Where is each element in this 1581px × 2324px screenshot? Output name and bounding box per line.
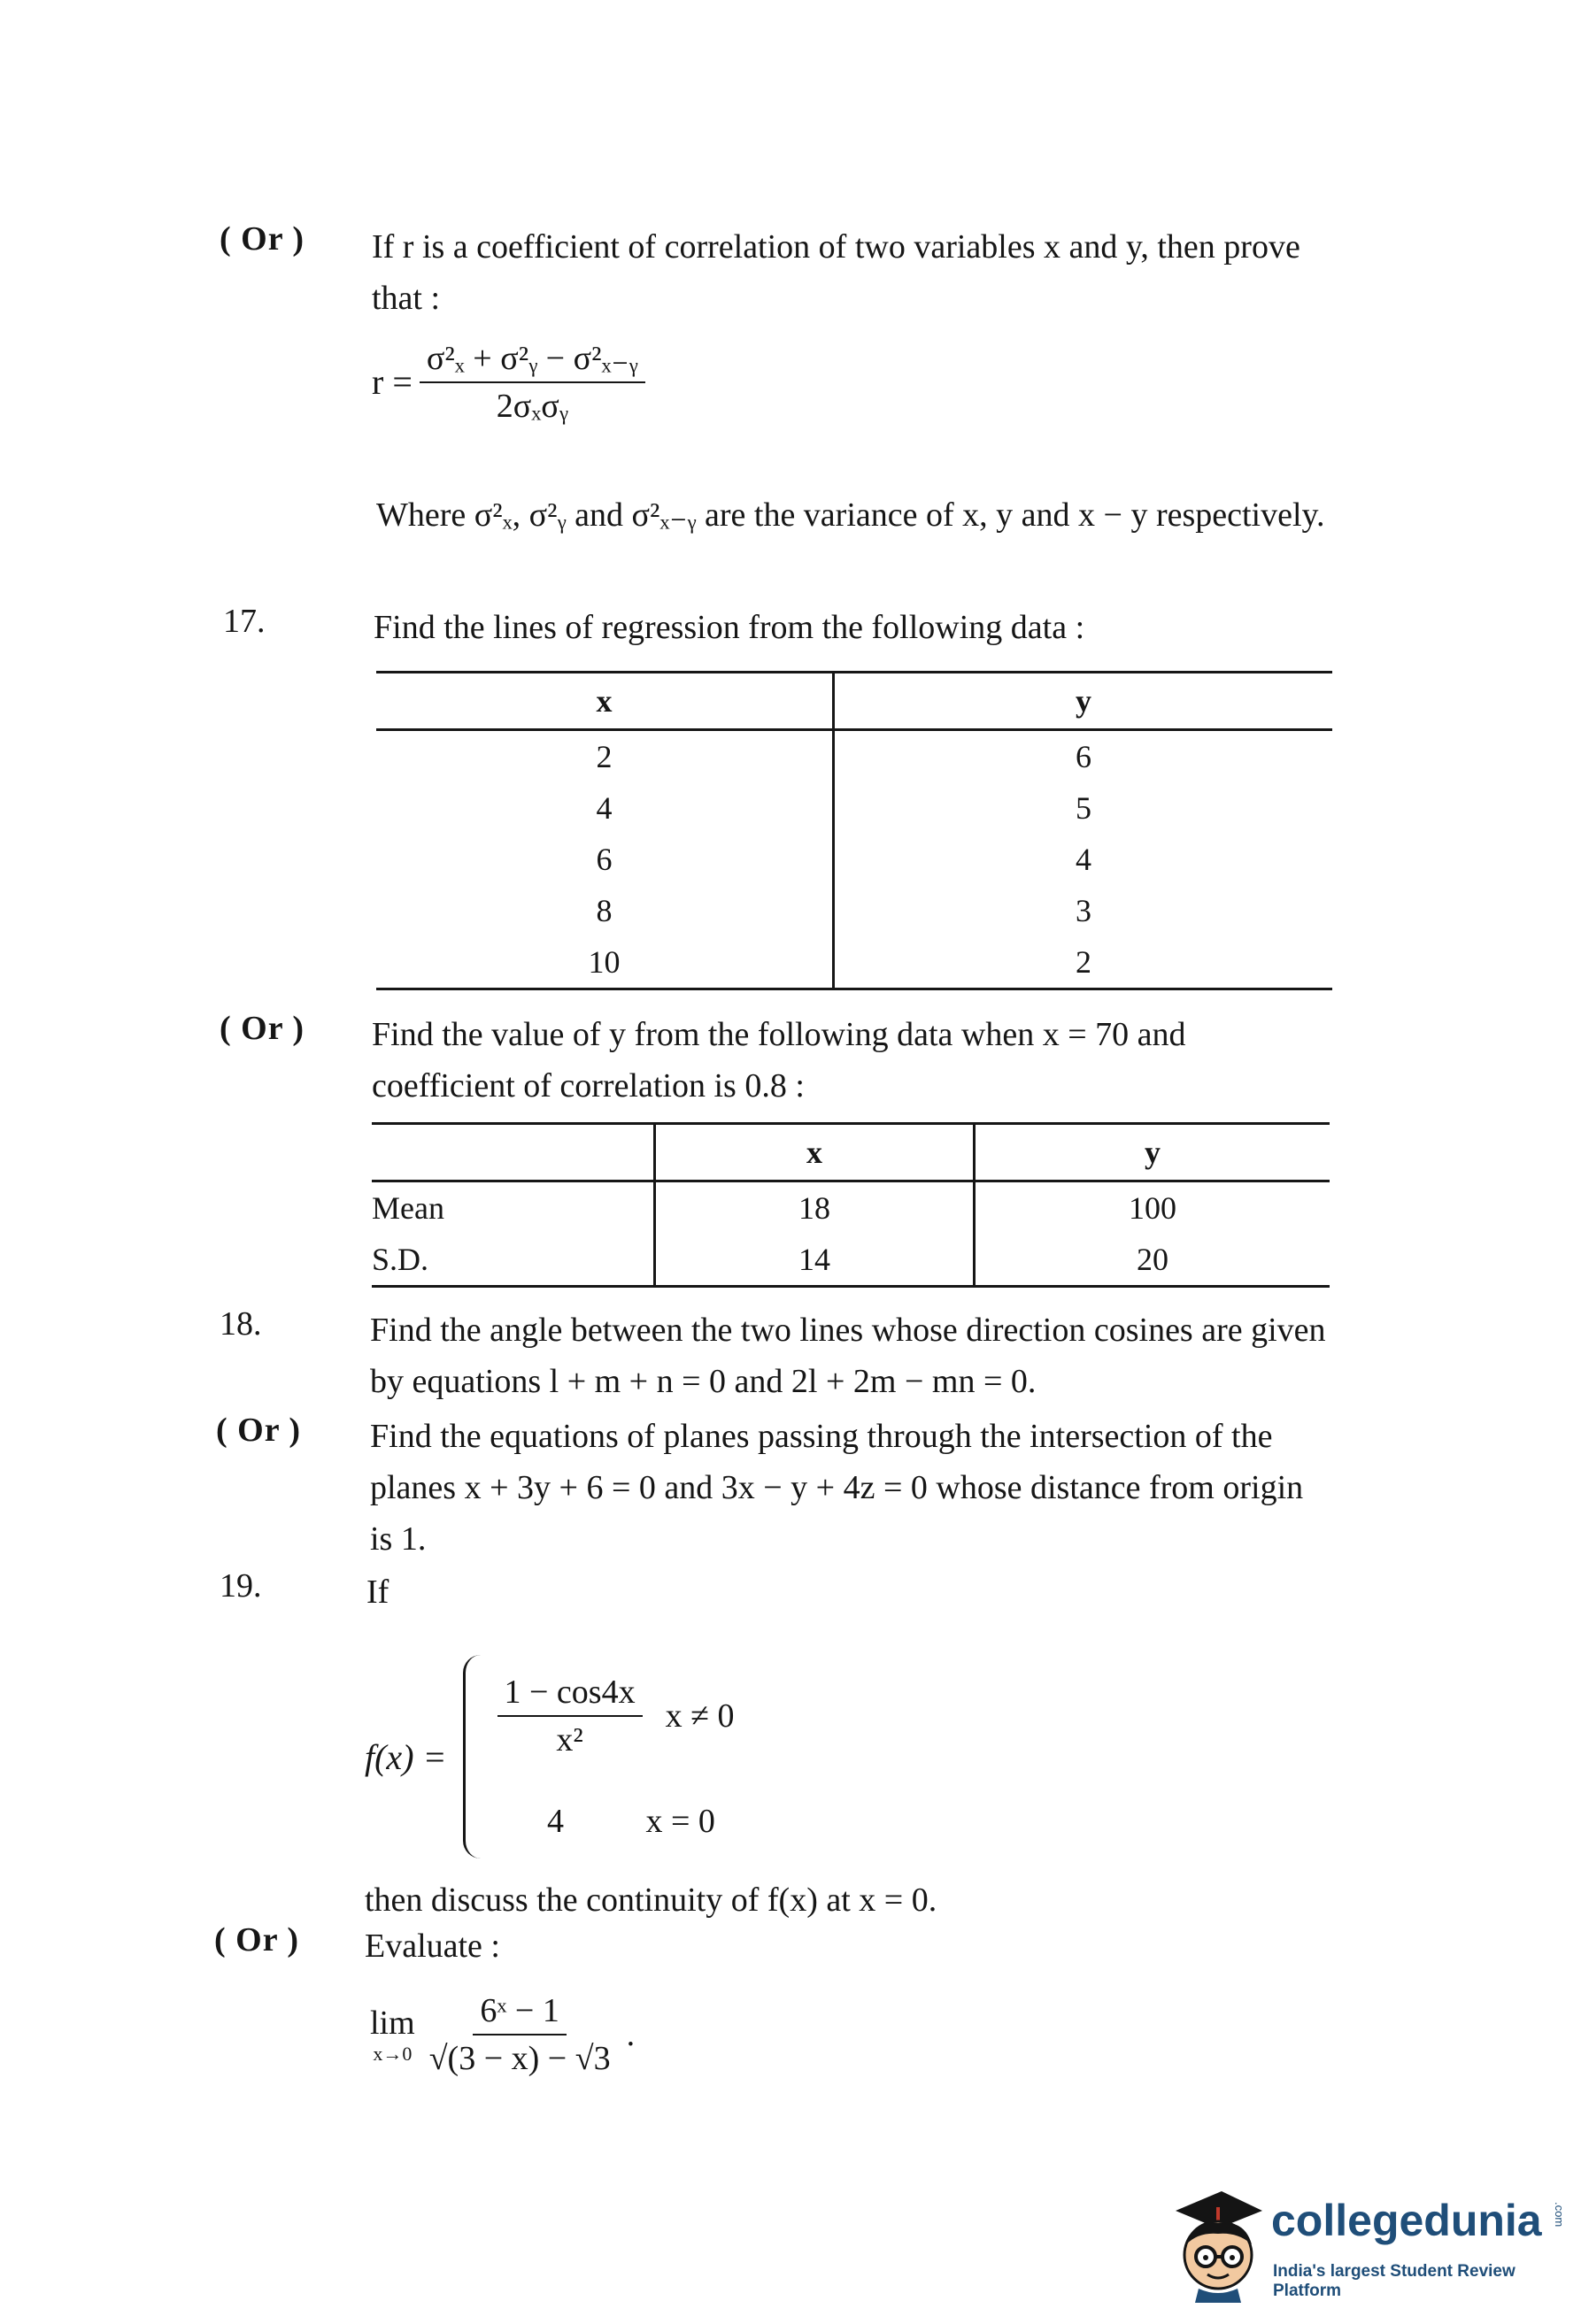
q17-text: Find the lines of regression from the following data : <box>374 609 1085 646</box>
r-numerator: σ²ₓ + σ²ᵧ − σ²ₓ₋ᵧ <box>420 338 645 383</box>
table-row <box>376 834 1332 885</box>
lim-label: lim <box>370 2005 415 2042</box>
table-row <box>376 936 1332 989</box>
limit-end: . <box>626 2016 636 2053</box>
lim-subscript: x→0 <box>373 2043 413 2065</box>
limit-expression <box>370 1991 635 2078</box>
cell: 3 <box>1076 893 1091 928</box>
col-header-x: x <box>655 1124 975 1181</box>
r-lhs: r = <box>372 362 413 402</box>
cell: 8 <box>376 885 834 936</box>
regression-table <box>376 671 1332 990</box>
col-header-y: y <box>834 673 1333 730</box>
left-brace-icon <box>463 1655 485 1858</box>
case1-denominator: x² <box>556 1721 583 1758</box>
cell: 100 <box>1129 1190 1176 1226</box>
mascot-icon <box>1167 2179 1264 2303</box>
or-label: ( Or ) <box>220 220 305 258</box>
table-row <box>376 782 1332 834</box>
f-lhs: f(x) = <box>365 1736 447 1777</box>
limit-numerator: 6ˣ − 1 <box>473 1991 566 2035</box>
cell: 2 <box>1076 944 1091 980</box>
cell: 2 <box>376 730 834 783</box>
case-2 <box>497 1802 735 1841</box>
q19-or-evaluate: Evaluate : <box>365 1928 500 1965</box>
table-row <box>376 885 1332 936</box>
case2-condition: x = 0 <box>645 1803 715 1840</box>
cell: 5 <box>1076 790 1091 826</box>
r-formula <box>372 338 645 426</box>
cell: 14 <box>655 1234 975 1287</box>
cell: 6 <box>1076 739 1091 774</box>
brand-name: collegedunia <box>1271 2196 1542 2245</box>
col-header-x: x <box>376 673 834 730</box>
q19-if: If <box>366 1574 389 1611</box>
q18-text: Find the angle between the two lines whose direction cosines are given by equations l + m + n = 0 and 2l + 2m − mn = 0. <box>370 1312 1326 1400</box>
col-header-blank <box>372 1124 655 1181</box>
brand-com: .com <box>1553 2202 1566 2228</box>
mean-sd-table <box>372 1122 1330 1288</box>
table-row <box>372 1234 1330 1287</box>
q16-or-text: If r is a coefficient of correlation of two variables x and y, then prove that : <box>372 228 1300 317</box>
or-label: ( Or ) <box>214 1921 300 1958</box>
q17-or-text: Find the value of y from the following data when x = 70 and coefficient of correlation is 0.8 : <box>372 1016 1186 1104</box>
cell: 4 <box>376 782 834 834</box>
limit-denominator: √(3 − x) − √3 <box>428 2040 611 2077</box>
q16-or-where: Where σ²ₓ, σ²ᵧ and σ²ₓ₋ᵧ are the variance of x, y and x − y respectively. <box>376 496 1325 534</box>
or-label: ( Or ) <box>216 1412 302 1449</box>
q18-number: 18. <box>220 1305 262 1343</box>
or-label: ( Or ) <box>220 1010 305 1047</box>
collegedunia-logo <box>1167 2179 1574 2312</box>
case-1 <box>497 1673 735 1759</box>
brand-tagline: India's largest Student Review Platform <box>1273 2262 1515 2300</box>
case1-condition: x ≠ 0 <box>665 1697 735 1735</box>
cell: Mean <box>372 1181 655 1235</box>
cell: 6 <box>376 834 834 885</box>
table-row <box>376 730 1332 783</box>
cell: S.D. <box>372 1234 655 1287</box>
q19-then: then discuss the continuity of f(x) at x = 0. <box>365 1882 937 1919</box>
q18-or-text: Find the equations of planes passing through the intersection of the planes x + 3y + 6 = 0 and 3x − y + 4z = 0 whose distance from origin is 1. <box>370 1418 1304 1558</box>
r-denominator: 2σₓσᵧ <box>496 388 568 425</box>
cell: 18 <box>655 1181 975 1235</box>
q19-number: 19. <box>220 1567 262 1604</box>
case2-value: 4 <box>547 1803 564 1840</box>
col-header-y: y <box>975 1124 1330 1181</box>
q17-number: 17. <box>223 603 266 640</box>
cell: 10 <box>376 936 834 989</box>
cell: 4 <box>1076 842 1091 877</box>
case1-numerator: 1 − cos4x <box>497 1673 643 1717</box>
table-row <box>372 1181 1330 1235</box>
cell: 20 <box>1137 1242 1168 1277</box>
piecewise-function <box>365 1655 734 1858</box>
